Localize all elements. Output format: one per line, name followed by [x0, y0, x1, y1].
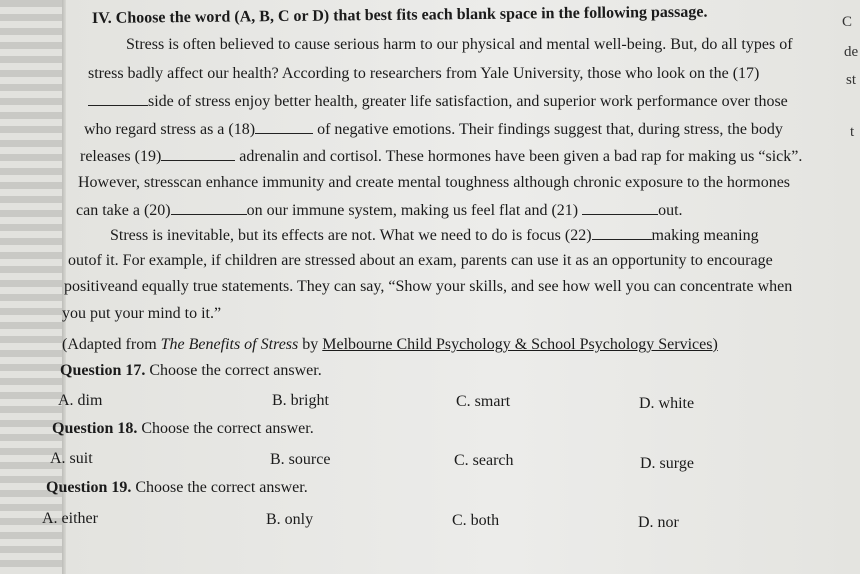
question-17-label: Question 17.: [60, 362, 146, 379]
edge-text-3: st: [846, 72, 857, 88]
blank-18[interactable]: [255, 120, 313, 134]
passage-line-3: [88, 92, 788, 111]
passage-line-5-a: releases (19): [80, 148, 162, 165]
q17-option-a[interactable]: A. dim: [58, 392, 103, 409]
blank-21[interactable]: [582, 201, 658, 215]
passage-line-7: [76, 201, 683, 220]
passage-line-6: However, stresscan enhance immunity and create mental toughness although chronic exposure to the hormones: [78, 174, 791, 191]
question-19: [46, 479, 308, 497]
q17-option-c[interactable]: C. smart: [456, 393, 511, 410]
passage-line-4-a: who regard stress as a (18): [84, 121, 256, 138]
source-by: by: [298, 336, 323, 353]
passage-line-11: you put your mind to it.”: [62, 305, 222, 322]
q19-option-d[interactable]: D. nor: [638, 514, 679, 531]
passage-line-5: [80, 147, 802, 166]
passage-line-10: positiveand equally true statements. They can say, “Show your skills, and see how well you can concentrate when: [64, 278, 793, 295]
q19-option-b[interactable]: B. only: [266, 511, 314, 528]
passage-line-3-text: side of stress enjoy better health, greater life satisfaction, and superior work performance over those: [148, 93, 788, 110]
blank-19[interactable]: [161, 147, 235, 161]
source-organization: Melbourne Child Psychology & School Psychology Services): [322, 336, 718, 353]
question-19-prompt: Choose the correct answer.: [135, 479, 308, 496]
source-citation: [62, 336, 718, 354]
q18-option-d[interactable]: D. surge: [640, 455, 694, 472]
question-18-label: Question 18.: [52, 420, 138, 437]
q18-option-a[interactable]: A. suit: [50, 450, 93, 467]
passage-line-7-b: on our immune system, making us feel flat and (21): [246, 202, 579, 219]
section-heading: IV. Choose the word (A, B, C or D) that best fits each blank space in the following passage.: [91, 3, 708, 27]
source-title: The Benefits of Stress: [160, 336, 299, 353]
blank-20[interactable]: [171, 201, 247, 215]
passage-line-5-b: adrenalin and cortisol. These hormones have been given a bad rap for making us “sick”.: [239, 148, 803, 165]
source-prefix: (Adapted from: [62, 336, 161, 353]
edge-text-4: t: [850, 124, 855, 140]
blank-17[interactable]: [88, 92, 148, 106]
q19-option-a[interactable]: A. either: [42, 510, 98, 527]
passage-line-1: Stress is often believed to cause serious harm to our physical and mental well-being. But, do all types of: [126, 36, 793, 53]
question-18: [52, 420, 314, 438]
edge-text-1: C: [842, 14, 853, 30]
passage-line-8: [110, 226, 759, 245]
passage-line-7-c: out.: [658, 202, 683, 219]
q17-option-b[interactable]: B. bright: [272, 392, 329, 409]
q18-option-c[interactable]: C. search: [454, 452, 514, 469]
question-18-prompt: Choose the correct answer.: [141, 420, 314, 437]
passage-line-4-b: of negative emotions. Their findings suggest that, during stress, the body: [317, 121, 783, 138]
passage-line-8-a: Stress is inevitable, but its effects are not. What we need to do is focus (22): [110, 227, 592, 244]
passage-line-2: stress badly affect our health? According to researchers from Yale University, those who look on the (17): [88, 65, 760, 82]
edge-text-2: de: [844, 44, 859, 60]
passage-line-9: outof it. For example, if children are stressed about an exam, parents can use it as an opportunity to encourage: [68, 252, 773, 269]
question-17-prompt: Choose the correct answer.: [149, 362, 322, 379]
passage-line-8-b: making meaning: [651, 227, 759, 244]
q17-option-d[interactable]: D. white: [639, 395, 695, 412]
passage-line-7-a: can take a (20): [76, 202, 171, 219]
passage-line-4: [84, 120, 783, 139]
q18-option-b[interactable]: B. source: [270, 451, 331, 468]
blank-22[interactable]: [592, 226, 652, 240]
q19-option-c[interactable]: C. both: [452, 512, 500, 529]
question-19-label: Question 19.: [46, 479, 132, 496]
question-17: [60, 362, 322, 380]
